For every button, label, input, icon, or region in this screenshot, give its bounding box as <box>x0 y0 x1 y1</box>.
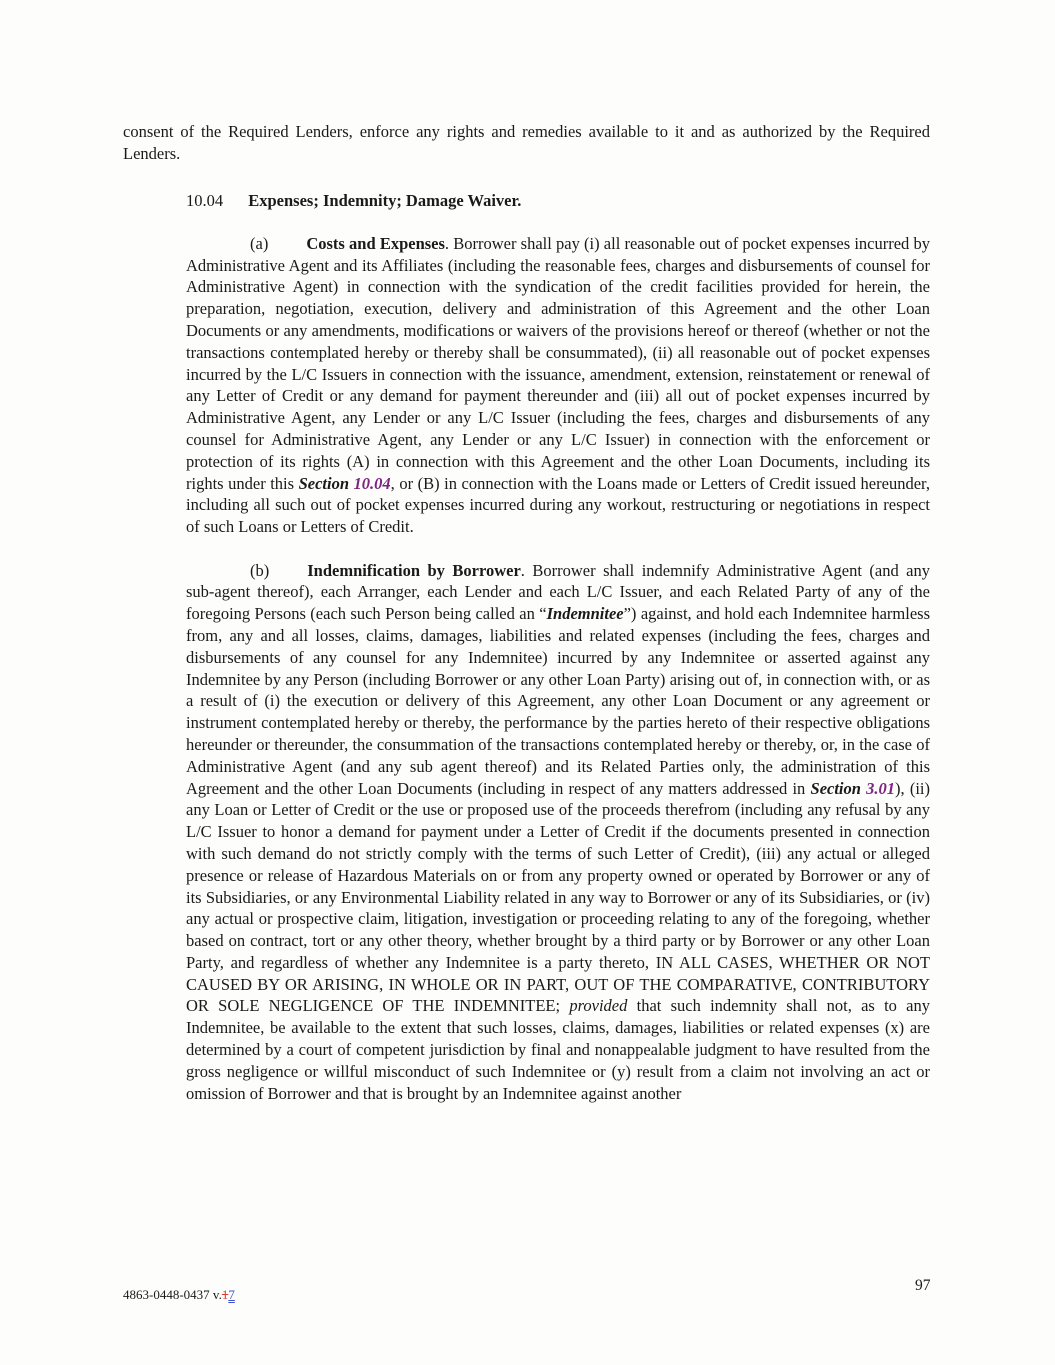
footer-document-id <box>123 1287 235 1303</box>
deleted-version-number: 1 <box>221 1287 229 1302</box>
document-id-text: 4863-0448-0437 v. <box>123 1287 222 1302</box>
body-text: ), (ii) any Loan or Letter of Credit or the use or proposed use of the proceeds therefrom (including any refusal by any L/C Issuer to honor a demand for payment under a Letter of Credit if the documents presented in connection with such demand do not strictly comply with the terms of such Letter of Credit), (iii) any actual or alleged presence or release of Hazardous Materials on or from any property owned or operated by Borrower or any of its Subsidiaries, or any Environmental Liability related in any way to Borrower or any of its Subsidiaries, or (iv) any actual or prospective claim, litigation, investigation or proceeding relating to any of the foregoing, whether based on contract, tort or any other theory, whether brought by a third party or by Borrower or any other Loan Party, and regardless of whether any Indemnitee is a party thereto, IN ALL CASES, WHETHER OR NOT CAUSED BY OR ARISING, IN WHOLE OR IN PART, OUT OF THE COMPARATIVE, CONTRIBUTORY OR SOLE NEGLIGENCE OF THE INDEMNITEE; <box>186 778 930 1016</box>
body-text: (b) <box>250 560 270 580</box>
defined-term-emphasis: Section <box>298 473 354 493</box>
section-reference-link[interactable]: 3.01 <box>866 778 896 798</box>
section-reference-link[interactable]: 10.04 <box>353 473 391 493</box>
section-number: 10.04 <box>186 190 224 210</box>
body-text: . Borrower shall pay (i) all reasonable out of pocket expenses incurred by Administrative Agent and its Affiliates (including the reasonable fees, charges and disbursements of counsel for Administrative Agent) in connection with the syndication of the credit facilities provided for herein, the preparation, negotiation, execution, delivery and administration of this Agreement and the other Loan Documents or any amendments, modifications or waivers of the provisions hereof or thereof (whether or not the transactions contemplated hereby or thereby shall be consummated), (ii) all reasonable out of pocket expenses incurred by the L/C Issuers in connection with the issuance, amendment, extension, reinstatement or renewal of any Letter of Credit or any demand for payment thereunder and (iii) all out of pocket expenses incurred by Administrative Agent, any Lender or any L/C Issuer (including the fees, charges and disbursements of any counsel for Administrative Agent, any Lender or any L/C Issuer) in connection with the enforcement or protection of its rights (A) in connection with this Agreement and the other Loan Documents, including its rights under this <box>186 233 930 493</box>
defined-term-emphasis: Section <box>810 778 867 798</box>
emphasis-text: provided <box>569 996 628 1016</box>
body-text: ”) against, and hold each Indemnitee harmless from, any and all losses, claims, damages, liabilities and related expenses (including the fees, charges and disbursements of any counsel for any Indemnitee) incurred by any Indemnitee or asserted against any Indemnitee by any Person (including Borrower or any other Loan Party) arising out of, in connection with, or as a result of (i) the execution or delivery of this Agreement, any other Loan Document or any agreement or instrument contemplated hereby or thereby, the performance by the parties hereto of their respective obligations hereunder or thereunder, the consummation of the transactions contemplated hereby or thereby, or, in the case of Administrative Agent (and any sub agent thereof) and its Related Parties only, the administration of this Agreement and the other Loan Documents (including in respect of any matters addressed in <box>186 604 930 798</box>
body-text: (a) <box>250 233 269 253</box>
inserted-version-number: 7 <box>228 1287 235 1302</box>
section-title: Expenses; Indemnity; Damage Waiver. <box>248 190 522 210</box>
paragraph-indemnification-by-borrower <box>186 560 930 1105</box>
body-text: . Borrower shall indemnify Administrative Agent (and any sub-agent thereof), each Arranger, each Lender and each L/C Issuer, and each Related Party of any of the foregoing Persons (each such Person being called an “ <box>186 560 931 624</box>
page-number: 97 <box>915 1277 931 1294</box>
defined-term-bold: Indemnification by Borrower <box>307 560 521 580</box>
defined-term-bold: Costs and Expenses <box>306 233 445 253</box>
section-heading <box>186 190 930 212</box>
paragraph-intro: consent of the Required Lenders, enforce any rights and remedies available to it and as authorized by the Required Lenders. <box>123 122 930 163</box>
paragraph-costs-and-expenses <box>186 233 930 538</box>
defined-term-emphasis: Indemnitee <box>546 604 624 624</box>
body-text: that such indemnity shall not, as to any Indemnitee, be available to the extent that such losses, claims, damages, liabilities or related expenses (x) are determined by a court of competent jurisdiction by final and nonappealable judgment to have resulted from the gross negligence or willful misconduct of such Indemnitee or (y) result from a claim not involving an act or omission of Borrower and that is brought by an Indemnitee against another <box>186 996 931 1103</box>
body-text: , or (B) in connection with the Loans made or Letters of Credit issued hereunder, including all such out of pocket expenses incurred during any workout, restructuring or negotiations in respect of such Loans or Letters of Credit. <box>186 473 930 537</box>
